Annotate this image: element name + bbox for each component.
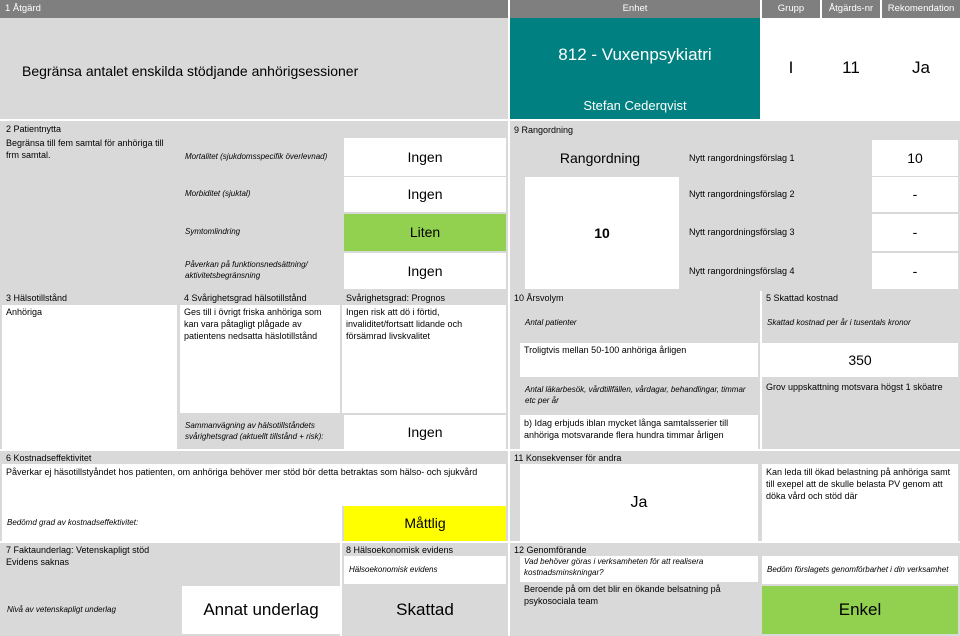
- mortality-label: Mortalitet (sjukdomsspecifik överlevnad): [180, 138, 340, 176]
- header-action: 1 Åtgärd: [0, 0, 508, 18]
- patient-benefit-label: 2 Patientnytta: [2, 121, 177, 135]
- implementation-label: 12 Genomförande: [510, 543, 760, 556]
- ranking-proposal-3-value: -: [872, 214, 958, 251]
- evidence-desc: Evidens saknas: [2, 555, 340, 585]
- severity-desc: Ges till i övrigt friska anhöriga som kan vara påtagligt plågade av patientens nedsatta häslotillstånd: [180, 305, 340, 413]
- unit-name: 812 - Vuxenpsykiatri: [510, 18, 760, 92]
- header-action-nr: Åtgärds-nr: [822, 0, 880, 18]
- action-title-cell: [0, 18, 508, 119]
- ranking-heading: Rangordning: [520, 140, 680, 176]
- implementation-question: Vad behöver göras i verksamheten för att realisera kostnadsminskningar?: [520, 556, 758, 584]
- health-condition-label: 3 Hälsotillstånd: [2, 291, 177, 305]
- prognosis-label: Svårighetsgrad: Prognos: [342, 291, 506, 305]
- ranking-label: 9 Rangordning: [510, 123, 680, 137]
- function-impact-value: Ingen: [344, 253, 506, 289]
- visits-value: b) Idag erbjuds iblan mycket långa samtalsserier till anhöriga motsvarande flera hundra timmar årligen: [520, 415, 758, 449]
- ranking-proposal-2-label: Nytt rangordningsförslag 2: [684, 177, 870, 212]
- consequences-value: Ja: [520, 464, 758, 541]
- prognosis-desc: Ingen risk att dö i förtid, invaliditet/fortsatt lidande och försämrad livskvalitet: [342, 305, 506, 413]
- action-title: Begränsa antalet enskilda stödjande anhörigsessioner: [22, 63, 359, 79]
- health-condition-value: Anhöriga: [2, 305, 177, 449]
- feasibility-label: Bedöm förslagets genomförbarhet i din verksamhet: [762, 556, 958, 584]
- function-impact-label: Påverkan på funktionsnedsättning/ aktivitetsbegränsning: [180, 253, 340, 289]
- cost-effectiveness-grade-value: Måttlig: [344, 506, 506, 541]
- annual-volume-label: 10 Årsvolym: [510, 291, 760, 305]
- ranking-proposal-2-value: -: [872, 177, 958, 212]
- severity-label: 4 Svårighetsgrad hälsotillstånd: [180, 291, 340, 305]
- feasibility-value: Enkel: [762, 586, 958, 634]
- evidence-level-label: Nivå av vetenskapligt underlag: [2, 586, 180, 634]
- action-number: 11: [822, 18, 880, 119]
- ranking-proposal-4-value: -: [872, 253, 958, 289]
- health-economic-sub-label: Hälsoekonomisk evidens: [344, 556, 506, 584]
- symptom-relief-label: Symtomlindring: [180, 214, 340, 251]
- morbidity-label: Morbiditet (sjuktal): [180, 177, 340, 212]
- symptom-relief-value: Liten: [344, 214, 506, 251]
- implementation-answer: Beroende på om det blir en ökande belsatning på psykosociala team: [520, 582, 758, 634]
- patients-label: Antal patienter: [520, 305, 758, 341]
- cost-label: 5 Skattad kostnad: [762, 291, 960, 305]
- evidence-level-value: Annat underlag: [182, 586, 340, 634]
- ranking-proposal-1-value: 10: [872, 140, 958, 176]
- cost-effectiveness-desc: Påverkar ej häsotillstyåndet hos patienten, om anhöriga behöver mer stöd bör detta betraktas som hälso- och sjukvård: [2, 464, 506, 506]
- group-value: I: [762, 18, 820, 119]
- severity-weigh-value: Ingen: [344, 415, 506, 449]
- header-recommendation: Rekomendation: [882, 0, 960, 18]
- cost-effectiveness-label: 6 Kostnadseffektivitet: [2, 451, 506, 464]
- ranking-proposal-3-label: Nytt rangordningsförslag 3: [684, 214, 870, 251]
- evidence-label: 7 Faktaunderlag: Vetenskapligt stöd: [2, 543, 340, 556]
- header-unit: Enhet: [510, 0, 760, 18]
- ranking-proposal-4-label: Nytt rangordningsförslag 4: [684, 253, 870, 289]
- ranking-proposal-1-label: Nytt rangordningsförslag 1: [684, 140, 870, 176]
- cost-per-year-label: Skattad kostnad per år i tusentals kronor: [762, 305, 958, 341]
- morbidity-value: Ingen: [344, 177, 506, 212]
- health-economic-label: 8 Hälsoekonomisk evidens: [342, 543, 508, 556]
- patients-value: Troligtvis mellan 50-100 anhöriga årligen: [520, 343, 758, 377]
- consequences-desc: Kan leda till ökad belastning på anhöriga samt till exepel att de skulle belasta PV genom att döka vård och stöd där: [762, 464, 958, 541]
- patient-benefit-desc: Begränsa till fem samtal för anhöriga till frm samtal.: [2, 136, 177, 166]
- cost-per-year-value: 350: [762, 343, 958, 377]
- cost-effectiveness-grade-label: Bedömd grad av kostnadseffektivitet:: [2, 506, 342, 541]
- recommendation-value: Ja: [882, 18, 960, 119]
- ranking-value: 10: [525, 177, 679, 289]
- person-name: Stefan Cederqvist: [510, 92, 760, 119]
- consequences-label: 11 Konsekvenser för andra: [510, 451, 960, 464]
- header-group: Grupp: [762, 0, 820, 18]
- health-economic-value: Skattad: [344, 586, 506, 634]
- severity-weigh-label: Sammanvägning av hälsotillståndets svårighetsgrad (aktuellt tillstånd + risk):: [180, 415, 340, 449]
- cost-note: Grov uppskattning motsvara högst 1 sköatre: [762, 379, 958, 449]
- visits-label: Antal läkarbesök, vårdtillfällen, vårdagar, behandlingar, timmar etc per år: [520, 379, 758, 413]
- mortality-value: Ingen: [344, 138, 506, 176]
